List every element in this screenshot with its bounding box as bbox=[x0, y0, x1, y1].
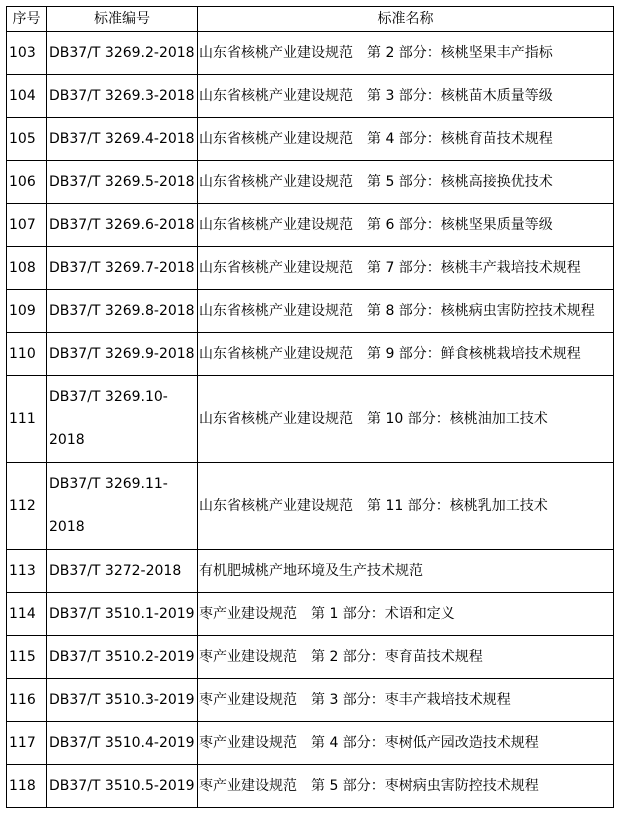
standard-code: DB37/T 3269.4-2018 bbox=[47, 118, 198, 161]
standard-name: 山东省核桃产业建设规范 第 3 部分：核桃苗木质量等级 bbox=[198, 75, 614, 118]
table-row bbox=[7, 636, 614, 679]
row-number: 105 bbox=[7, 118, 47, 161]
table-row bbox=[7, 161, 614, 204]
row-number: 110 bbox=[7, 333, 47, 376]
standard-name: 有机肥城桃产地环境及生产技术规范 bbox=[198, 550, 614, 593]
row-number: 111 bbox=[7, 376, 47, 463]
row-number: 112 bbox=[7, 463, 47, 550]
standard-code: DB37/T 3510.2-2019 bbox=[47, 636, 198, 679]
header-no: 序号 bbox=[7, 7, 47, 32]
standard-name: 枣产业建设规范 第 4 部分：枣树低产园改造技术规程 bbox=[198, 722, 614, 765]
row-number: 114 bbox=[7, 593, 47, 636]
standard-name: 山东省核桃产业建设规范 第 5 部分：核桃高接换优技术 bbox=[198, 161, 614, 204]
standard-name: 枣产业建设规范 第 5 部分：枣树病虫害防控技术规程 bbox=[198, 765, 614, 808]
standard-code: DB37/T 3272-2018 bbox=[47, 550, 198, 593]
table-row bbox=[7, 765, 614, 808]
row-number: 117 bbox=[7, 722, 47, 765]
standard-name: 山东省核桃产业建设规范 第 4 部分：核桃育苗技术规程 bbox=[198, 118, 614, 161]
standard-code: DB37/T 3269.2-2018 bbox=[47, 32, 198, 75]
table-row bbox=[7, 247, 614, 290]
table-row bbox=[7, 118, 614, 161]
standard-name: 枣产业建设规范 第 3 部分：枣丰产栽培技术规程 bbox=[198, 679, 614, 722]
table-row bbox=[7, 722, 614, 765]
header-code: 标准编号 bbox=[47, 7, 198, 32]
row-number: 115 bbox=[7, 636, 47, 679]
standard-code: DB37/T 3269.6-2018 bbox=[47, 204, 198, 247]
standard-code: DB37/T 3510.4-2019 bbox=[47, 722, 198, 765]
standards-table bbox=[6, 6, 614, 808]
row-number: 118 bbox=[7, 765, 47, 808]
standard-code: DB37/T 3269.5-2018 bbox=[47, 161, 198, 204]
standard-name: 山东省核桃产业建设规范 第 2 部分：核桃坚果丰产指标 bbox=[198, 32, 614, 75]
row-number: 109 bbox=[7, 290, 47, 333]
table-row bbox=[7, 32, 614, 75]
standard-code: DB37/T 3269.11-2018 bbox=[47, 463, 198, 550]
table-row bbox=[7, 290, 614, 333]
standard-name: 山东省核桃产业建设规范 第 7 部分：核桃丰产栽培技术规程 bbox=[198, 247, 614, 290]
table-row bbox=[7, 679, 614, 722]
table-row bbox=[7, 376, 614, 463]
header-name: 标准名称 bbox=[198, 7, 614, 32]
table-row bbox=[7, 75, 614, 118]
standard-name: 枣产业建设规范 第 1 部分：术语和定义 bbox=[198, 593, 614, 636]
row-number: 104 bbox=[7, 75, 47, 118]
table-row bbox=[7, 463, 614, 550]
standard-code: DB37/T 3510.3-2019 bbox=[47, 679, 198, 722]
row-number: 107 bbox=[7, 204, 47, 247]
table-row bbox=[7, 333, 614, 376]
standard-code: DB37/T 3269.3-2018 bbox=[47, 75, 198, 118]
row-number: 106 bbox=[7, 161, 47, 204]
standard-name: 山东省核桃产业建设规范 第 8 部分：核桃病虫害防控技术规程 bbox=[198, 290, 614, 333]
standard-code: DB37/T 3510.5-2019 bbox=[47, 765, 198, 808]
row-number: 103 bbox=[7, 32, 47, 75]
standard-name: 山东省核桃产业建设规范 第 9 部分：鲜食核桃栽培技术规程 bbox=[198, 333, 614, 376]
row-number: 116 bbox=[7, 679, 47, 722]
table-row bbox=[7, 204, 614, 247]
standard-code: DB37/T 3510.1-2019 bbox=[47, 593, 198, 636]
standard-code: DB37/T 3269.9-2018 bbox=[47, 333, 198, 376]
standard-name: 山东省核桃产业建设规范 第 10 部分：核桃油加工技术 bbox=[198, 376, 614, 463]
standard-code: DB37/T 3269.10-2018 bbox=[47, 376, 198, 463]
standard-name: 枣产业建设规范 第 2 部分：枣育苗技术规程 bbox=[198, 636, 614, 679]
row-number: 113 bbox=[7, 550, 47, 593]
row-number: 108 bbox=[7, 247, 47, 290]
standard-code: DB37/T 3269.7-2018 bbox=[47, 247, 198, 290]
table-row bbox=[7, 550, 614, 593]
page-bottom-edge bbox=[0, 815, 617, 826]
standard-name: 山东省核桃产业建设规范 第 6 部分：核桃坚果质量等级 bbox=[198, 204, 614, 247]
standard-name: 山东省核桃产业建设规范 第 11 部分：核桃乳加工技术 bbox=[198, 463, 614, 550]
standard-code: DB37/T 3269.8-2018 bbox=[47, 290, 198, 333]
table-row bbox=[7, 593, 614, 636]
header-row bbox=[7, 7, 614, 32]
